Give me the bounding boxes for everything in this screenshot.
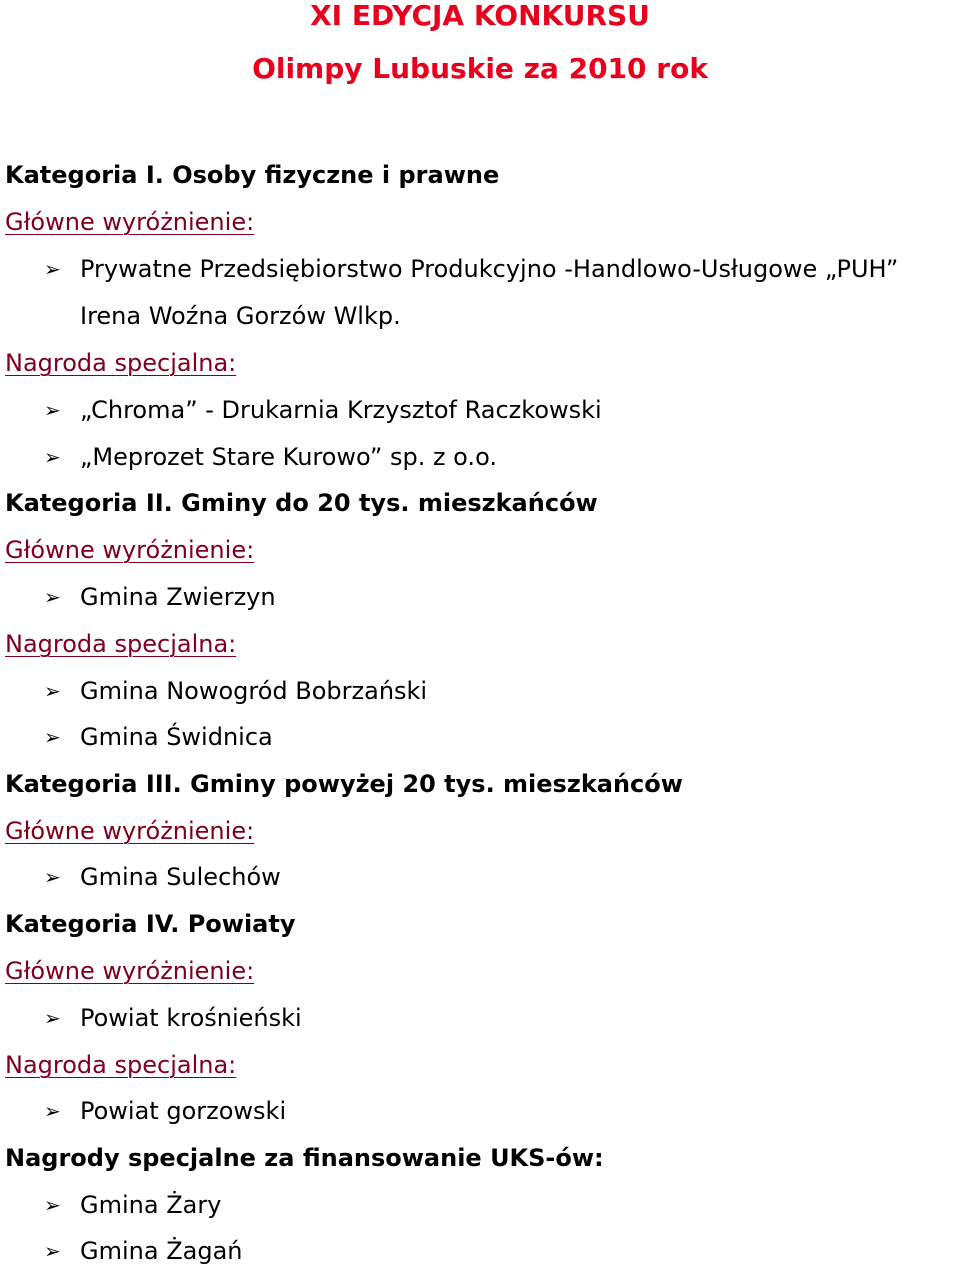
- list-item-text: Gmina Zwierzyn: [80, 583, 276, 611]
- arrowhead-bullet-icon: ➢: [44, 1193, 61, 1217]
- list-item: [44, 1236, 243, 1266]
- arrowhead-bullet-icon: ➢: [44, 1099, 61, 1123]
- category-heading: Kategoria III. Gminy powyżej 20 tys. mieszkańców: [5, 770, 683, 798]
- list-item: [44, 1096, 286, 1126]
- list-item: [44, 862, 281, 892]
- category-heading: Kategoria II. Gminy do 20 tys. mieszkańców: [5, 489, 598, 517]
- document-title: XI EDYCJA KONKURSU: [310, 0, 650, 32]
- list-item: [44, 254, 898, 284]
- list-item-text: Gmina Żary: [80, 1191, 222, 1219]
- special-award-label: Nagroda specjalna:: [5, 630, 237, 658]
- category-heading: Kategoria I. Osoby fizyczne i prawne: [5, 161, 500, 189]
- list-item: [44, 395, 602, 425]
- list-item-text: Gmina Sulechów: [80, 863, 281, 891]
- main-award-label: Główne wyróżnienie:: [5, 817, 255, 845]
- arrowhead-bullet-icon: ➢: [44, 585, 61, 609]
- list-item-text: Gmina Świdnica: [80, 723, 273, 751]
- arrowhead-bullet-icon: ➢: [44, 445, 61, 469]
- main-award-label: Główne wyróżnienie:: [5, 957, 255, 985]
- document-subtitle: Olimpy Lubuskie za 2010 rok: [252, 52, 708, 85]
- arrowhead-bullet-icon: ➢: [44, 1239, 61, 1263]
- list-item: [44, 676, 427, 706]
- list-item-text: Gmina Nowogród Bobrzański: [80, 677, 428, 705]
- main-award-label: Główne wyróżnienie:: [5, 208, 255, 236]
- list-item-text: „Meprozet Stare Kurowo” sp. z o.o.: [80, 443, 497, 471]
- list-item-text: Powiat krośnieński: [80, 1004, 302, 1032]
- list-item: [44, 1003, 302, 1033]
- list-item: [44, 1190, 221, 1220]
- list-item-text: Powiat gorzowski: [80, 1097, 287, 1125]
- list-item-continuation: Irena Woźna Gorzów Wlkp.: [80, 302, 401, 330]
- list-item-text: Gmina Żagań: [80, 1237, 243, 1265]
- arrowhead-bullet-icon: ➢: [44, 865, 61, 889]
- list-item-text: „Chroma” - Drukarnia Krzysztof Raczkowski: [80, 396, 602, 424]
- list-item: [44, 582, 276, 612]
- arrowhead-bullet-icon: ➢: [44, 679, 61, 703]
- arrowhead-bullet-icon: ➢: [44, 257, 61, 281]
- list-item-text: Prywatne Przedsiębiorstwo Produkcyjno -Handlowo-Usługowe „PUH”: [80, 255, 899, 283]
- category-heading: Kategoria IV. Powiaty: [5, 910, 296, 938]
- special-award-label: Nagroda specjalna:: [5, 349, 237, 377]
- main-award-label: Główne wyróżnienie:: [5, 536, 255, 564]
- special-award-label: Nagroda specjalna:: [5, 1051, 237, 1079]
- list-item: [44, 722, 273, 752]
- category-heading: Nagrody specjalne za finansowanie UKS-ów:: [5, 1144, 604, 1172]
- arrowhead-bullet-icon: ➢: [44, 398, 61, 422]
- arrowhead-bullet-icon: ➢: [44, 725, 61, 749]
- arrowhead-bullet-icon: ➢: [44, 1006, 61, 1030]
- list-item: [44, 442, 497, 472]
